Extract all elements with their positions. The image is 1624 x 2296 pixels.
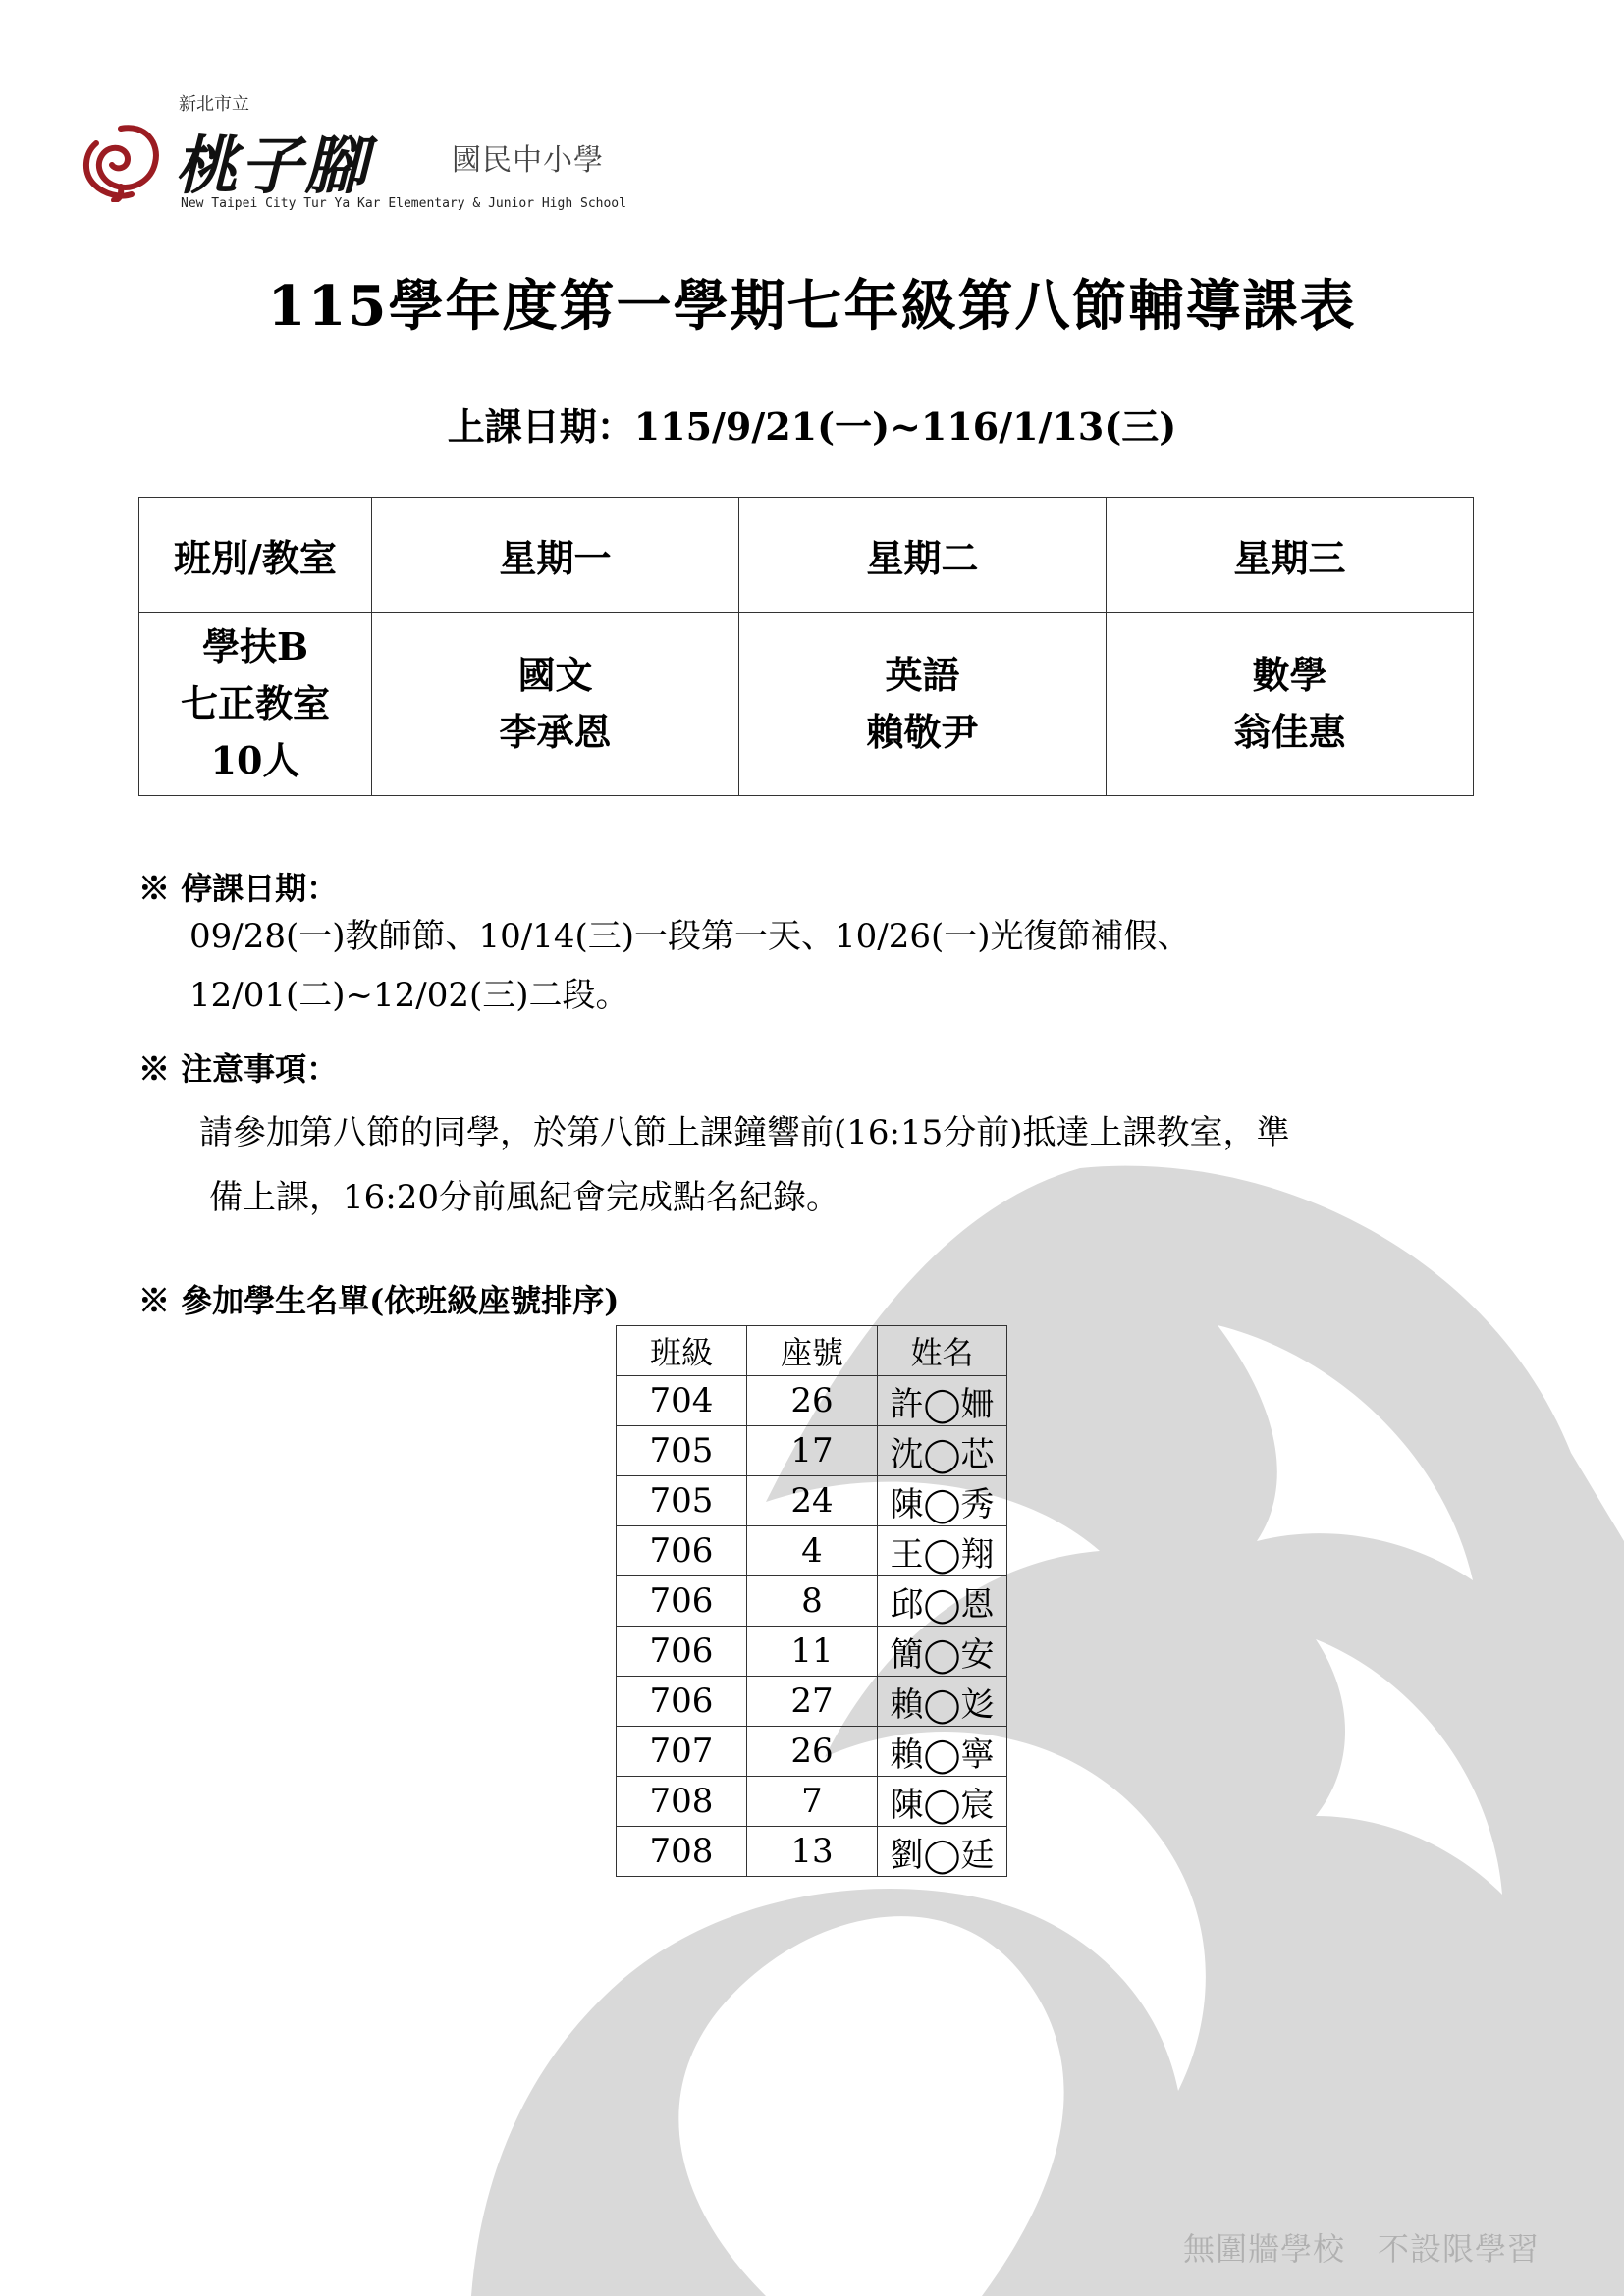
schedule-row — [139, 613, 1474, 796]
student-name: 賴◯彣 — [878, 1677, 1007, 1727]
student-name: 沈◯芯 — [878, 1426, 1007, 1476]
notes-line-2: 備上課，16:20分前風紀會完成點名紀錄。 — [209, 1178, 839, 1217]
student-seat: 8 — [747, 1576, 878, 1627]
footer-slogan: 無圍牆學校 不設限學習 — [1183, 2230, 1541, 2268]
logo-school-name: 桃子腳 — [175, 130, 369, 203]
student-seat: 26 — [747, 1727, 878, 1777]
student-header-row — [617, 1326, 1007, 1376]
table-row — [617, 1576, 1007, 1627]
student-seat: 26 — [747, 1376, 878, 1426]
column-seat: 座號 — [747, 1326, 878, 1376]
student-class: 706 — [617, 1526, 747, 1576]
header-tuesday: 星期二 — [739, 498, 1107, 613]
student-name: 王◯翔 — [878, 1526, 1007, 1576]
tuesday-cell — [739, 613, 1107, 796]
student-class: 704 — [617, 1376, 747, 1426]
wednesday-cell — [1107, 613, 1474, 796]
logo-city-text: 新北市立 — [179, 94, 249, 115]
tuesday-teacher: 賴敬尹 — [866, 710, 979, 754]
notes-line-1: 請參加第八節的同學，於第八節上課鐘響前(16:15分前)抵達上課教室，準 — [199, 1113, 1290, 1152]
student-class: 706 — [617, 1677, 747, 1727]
wednesday-subject: 數學 — [1252, 653, 1327, 697]
student-class: 706 — [617, 1627, 747, 1677]
table-row — [617, 1476, 1007, 1526]
suspension-heading: ※ 停課日期： — [138, 870, 339, 907]
table-row — [617, 1677, 1007, 1727]
student-name: 賴◯寧 — [878, 1727, 1007, 1777]
student-seat: 11 — [747, 1627, 878, 1677]
student-seat: 24 — [747, 1476, 878, 1526]
student-seat: 27 — [747, 1677, 878, 1727]
class-cell — [139, 613, 372, 796]
column-class: 班級 — [617, 1326, 747, 1376]
monday-cell — [372, 613, 739, 796]
monday-subject: 國文 — [517, 653, 593, 697]
class-group: 學扶B — [201, 624, 309, 668]
classroom: 七正教室 — [180, 681, 330, 725]
table-row — [617, 1426, 1007, 1476]
header-monday: 星期一 — [372, 498, 739, 613]
table-row — [617, 1777, 1007, 1827]
notes-heading: ※ 注意事項： — [138, 1050, 339, 1088]
student-class: 706 — [617, 1576, 747, 1627]
table-row — [617, 1727, 1007, 1777]
student-seat: 17 — [747, 1426, 878, 1476]
class-dates: 上課日期：115/9/21(一)~116/1/13(三) — [447, 404, 1177, 449]
wednesday-teacher: 翁佳惠 — [1233, 710, 1346, 754]
student-list-table — [616, 1325, 1007, 1877]
student-class: 708 — [617, 1777, 747, 1827]
monday-teacher: 李承恩 — [499, 710, 612, 754]
student-name: 許◯姍 — [878, 1376, 1007, 1426]
school-logo — [77, 86, 626, 234]
student-name: 簡◯安 — [878, 1627, 1007, 1677]
student-seat: 4 — [747, 1526, 878, 1576]
header-wednesday: 星期三 — [1107, 498, 1474, 613]
student-class: 705 — [617, 1426, 747, 1476]
student-class: 705 — [617, 1476, 747, 1526]
head-count: 10人 — [210, 738, 300, 782]
student-class: 708 — [617, 1827, 747, 1877]
logo-school-type: 國民中小學 — [452, 143, 604, 178]
students-heading: ※ 參加學生名單(依班級座號排序) — [138, 1282, 620, 1319]
peach-emblem-icon — [77, 114, 165, 202]
table-row — [617, 1526, 1007, 1576]
column-name: 姓名 — [878, 1326, 1007, 1376]
student-name: 邱◯恩 — [878, 1576, 1007, 1627]
schedule-table — [138, 497, 1474, 796]
student-name: 陳◯秀 — [878, 1476, 1007, 1526]
table-row — [617, 1827, 1007, 1877]
student-seat: 13 — [747, 1827, 878, 1877]
student-seat: 7 — [747, 1777, 878, 1827]
tuesday-subject: 英語 — [885, 653, 960, 697]
suspension-line-2: 12/01(二)~12/02(三)二段。 — [189, 976, 629, 1015]
table-row — [617, 1376, 1007, 1426]
table-row — [617, 1627, 1007, 1677]
suspension-line-1: 09/28(一)教師節、10/14(三)一段第一天、10/26(一)光復節補假、 — [189, 917, 1191, 956]
logo-english-name: New Taipei City Tur Ya Kar Elementary & Junior High School — [181, 196, 626, 211]
header-class-room: 班別/教室 — [139, 498, 372, 613]
page-title: 115學年度第一學期七年級第八節輔導課表 — [267, 274, 1357, 339]
student-class: 707 — [617, 1727, 747, 1777]
student-name: 劉◯廷 — [878, 1827, 1007, 1877]
schedule-header-row — [139, 498, 1474, 613]
student-name: 陳◯宸 — [878, 1777, 1007, 1827]
